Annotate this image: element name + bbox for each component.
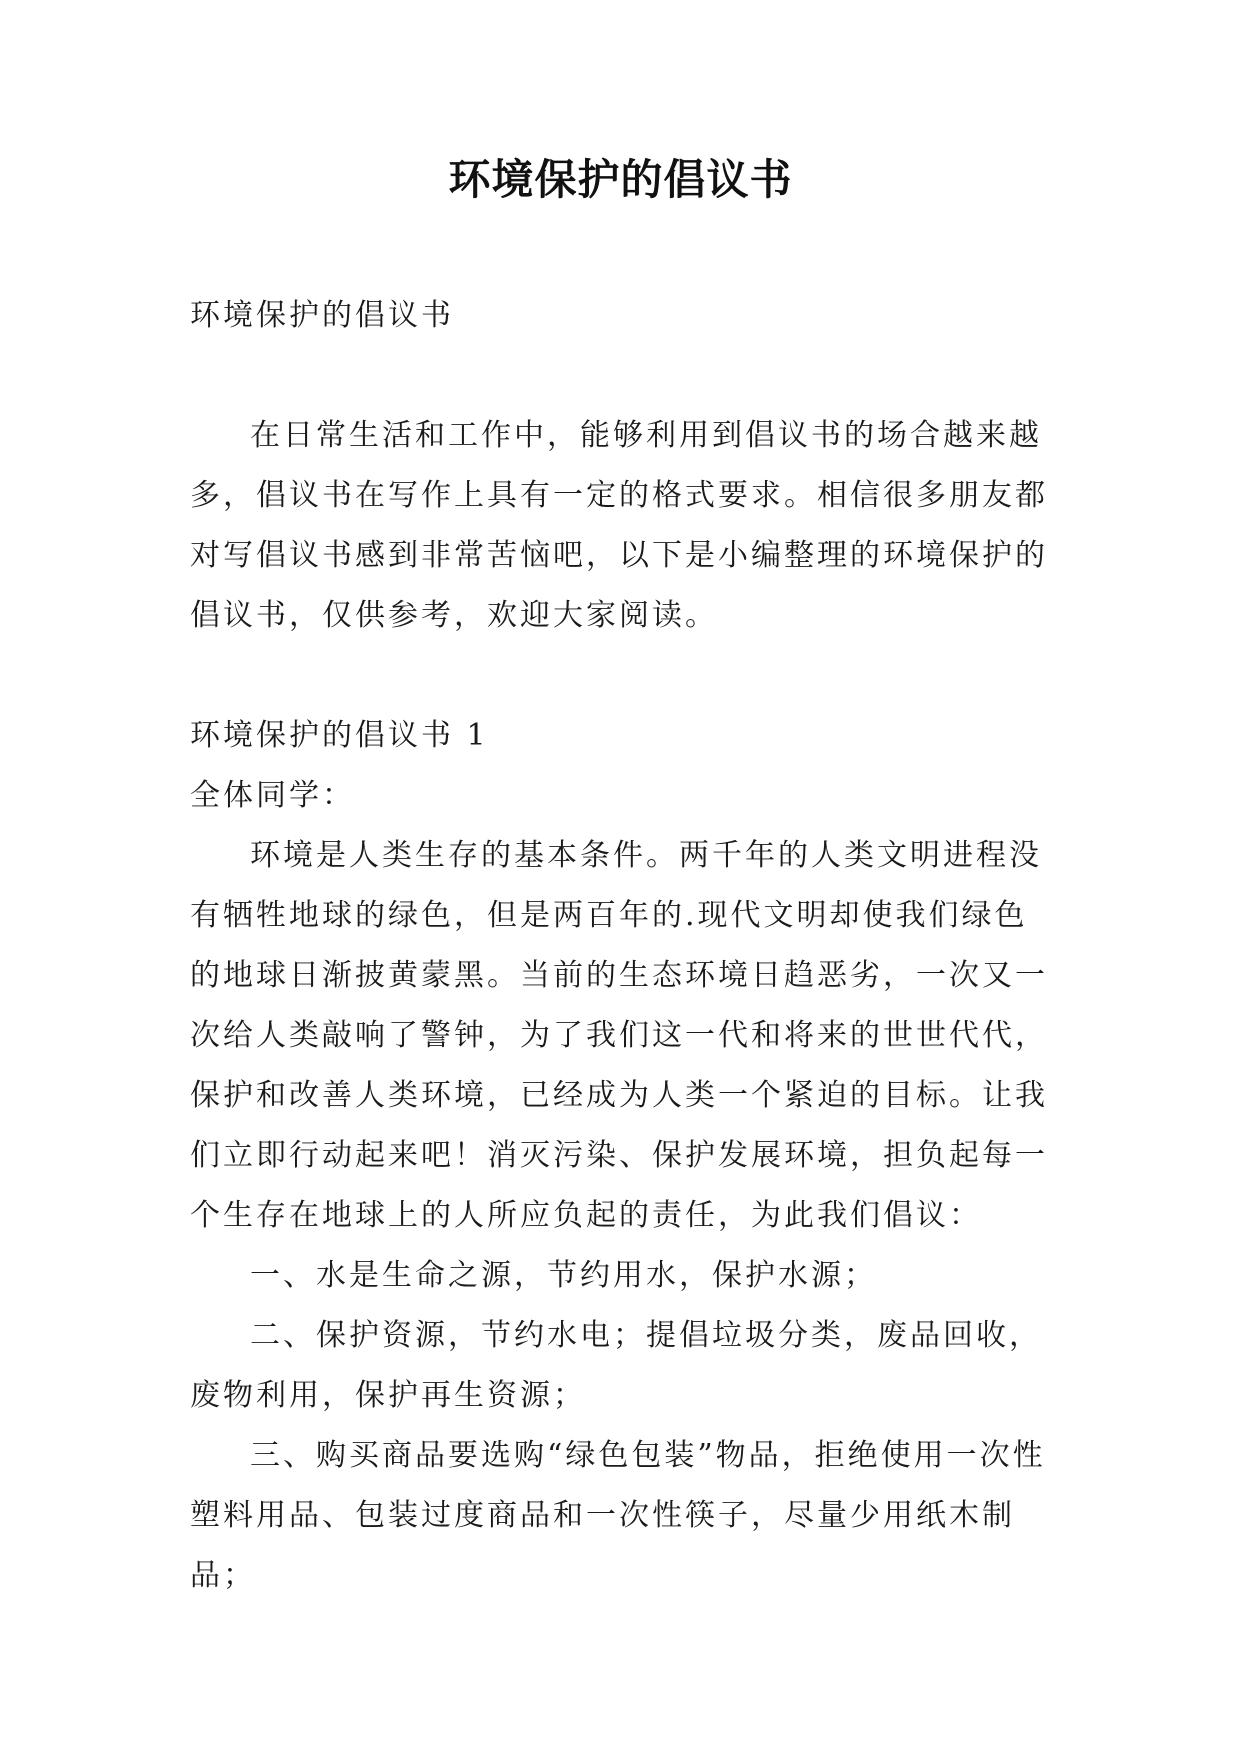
document-subtitle: 环境保护的倡议书 xyxy=(190,298,454,333)
proposal-item-1: 一、水是生命之源，节约用水，保护水源； xyxy=(250,1258,877,1293)
salutation: 全体同学： xyxy=(190,778,355,813)
proposal-item-2: 二、保护资源，节约水电；提倡垃圾分类，废品回收，废物利用，保护再生资源； xyxy=(190,1318,1042,1413)
document-body xyxy=(190,286,1050,1606)
document-title: 环境保护的倡议书 xyxy=(448,155,793,204)
proposal-item-3: 三、购买商品要选购“绿色包装”物品，拒绝使用一次性塑料用品、包装过度商品和一次性筷子，尽量少用纸木制品； xyxy=(190,1438,1046,1593)
body-paragraph-1: 环境是人类生存的基本条件。两千年的人类文明进程没有牺牲地球的绿色，但是两百年的.现代文明却使我们绿色的地球日渐披黄蒙黑。当前的生态环境日趋恶劣，一次又一次给人类敲响了警钟，为了我们这一代和将来的世世代代，保护和改善人类环境，已经成为人类一个紧迫的目标。让我们立即行动起来吧！消灭污染、保护发展环境，担负起每一个生存在地球上的人所应负起的责任，为此我们倡议： xyxy=(190,838,1048,1233)
section-heading: 环境保护的倡议书 1 xyxy=(190,718,489,753)
intro-paragraph: 在日常生活和工作中，能够利用到倡议书的场合越来越多，倡议书在写作上具有一定的格式要求。相信很多朋友都对写倡议书感到非常苦恼吧，以下是小编整理的环境保护的倡议书，仅供参考，欢迎大家阅读。 xyxy=(190,418,1048,633)
